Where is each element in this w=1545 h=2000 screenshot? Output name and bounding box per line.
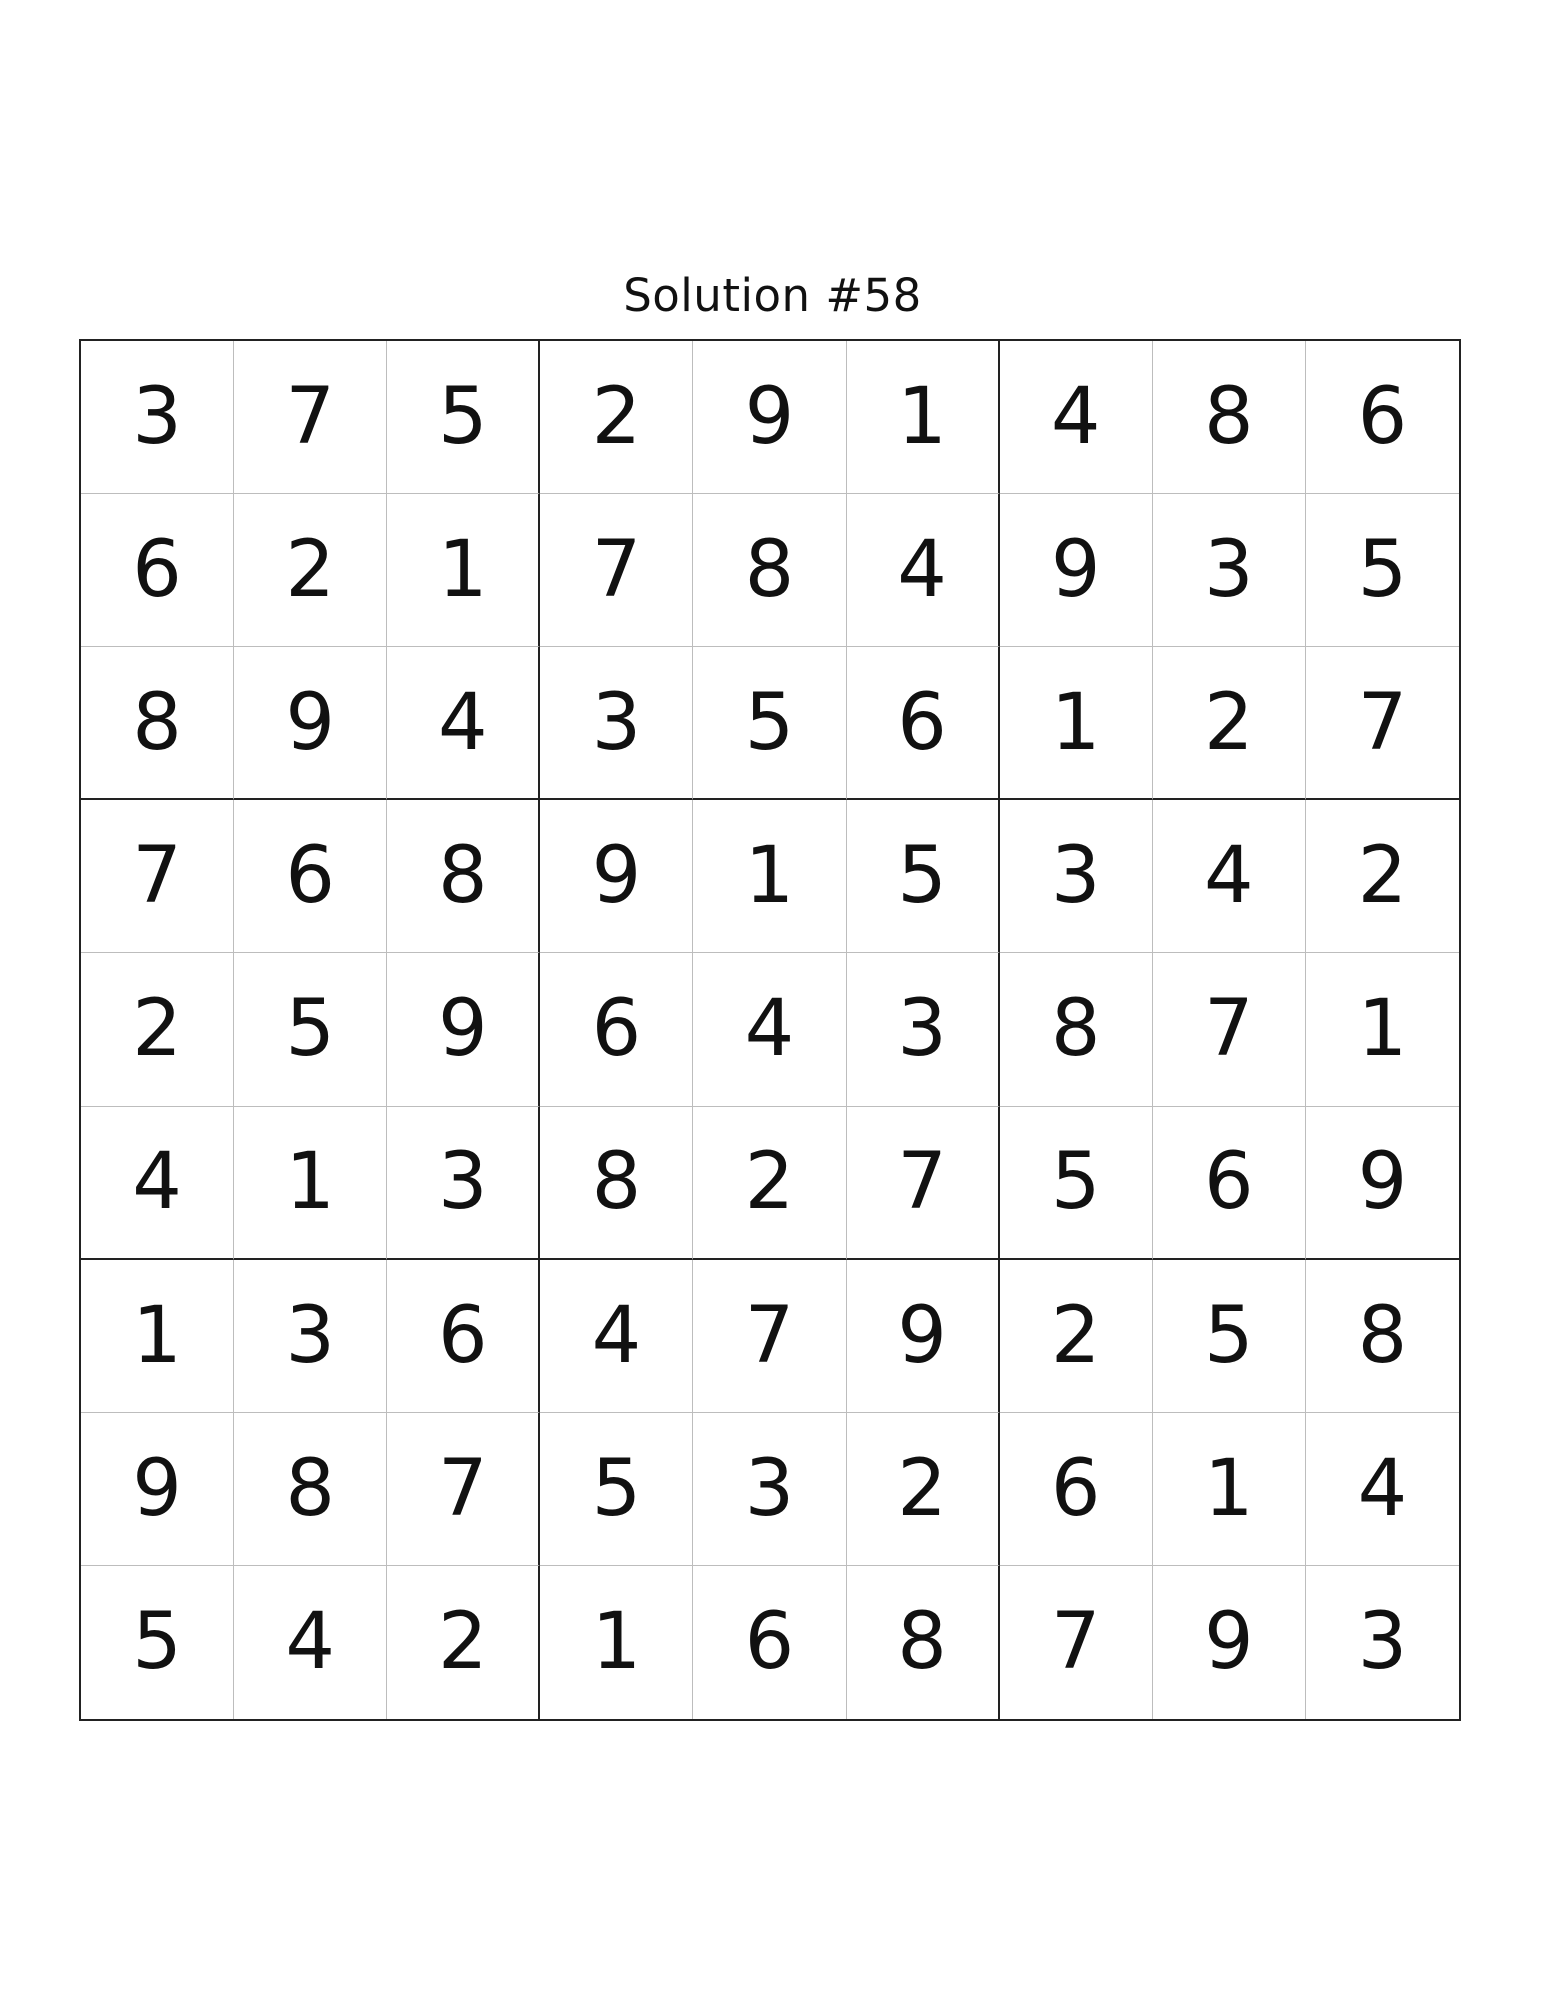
sudoku-cell: 2 xyxy=(387,1566,540,1719)
sudoku-cell: 7 xyxy=(540,494,693,647)
sudoku-cell: 6 xyxy=(847,647,1000,800)
sudoku-cell: 9 xyxy=(387,953,540,1106)
sudoku-cell: 3 xyxy=(81,341,234,494)
sudoku-cell: 6 xyxy=(540,953,693,1106)
sudoku-cell: 5 xyxy=(234,953,387,1106)
sudoku-cell: 3 xyxy=(693,1413,846,1566)
sudoku-cell: 3 xyxy=(234,1260,387,1413)
sudoku-cell: 2 xyxy=(540,341,693,494)
sudoku-cell: 4 xyxy=(693,953,846,1106)
sudoku-cell: 5 xyxy=(387,341,540,494)
sudoku-cell: 5 xyxy=(847,800,1000,953)
sudoku-cell: 8 xyxy=(81,647,234,800)
sudoku-cell: 7 xyxy=(1000,1566,1153,1719)
sudoku-cell: 1 xyxy=(540,1566,693,1719)
sudoku-cell: 6 xyxy=(1000,1413,1153,1566)
sudoku-cell: 6 xyxy=(1306,341,1459,494)
sudoku-cell: 2 xyxy=(234,494,387,647)
sudoku-grid xyxy=(79,339,1461,1721)
sudoku-cell: 2 xyxy=(81,953,234,1106)
sudoku-cell: 6 xyxy=(1153,1107,1306,1260)
sudoku-cell: 6 xyxy=(81,494,234,647)
sudoku-cell: 4 xyxy=(1306,1413,1459,1566)
sudoku-cell: 7 xyxy=(81,800,234,953)
sudoku-cell: 4 xyxy=(81,1107,234,1260)
sudoku-cell: 9 xyxy=(81,1413,234,1566)
sudoku-cell: 3 xyxy=(1153,494,1306,647)
sudoku-cell: 1 xyxy=(234,1107,387,1260)
sudoku-cell: 8 xyxy=(234,1413,387,1566)
sudoku-cell: 2 xyxy=(1306,800,1459,953)
sudoku-cell: 7 xyxy=(387,1413,540,1566)
sudoku-cell: 4 xyxy=(1153,800,1306,953)
sudoku-cell: 1 xyxy=(1000,647,1153,800)
sudoku-cell: 9 xyxy=(234,647,387,800)
sudoku-cell: 2 xyxy=(693,1107,846,1260)
sudoku-cell: 5 xyxy=(1153,1260,1306,1413)
sudoku-cell: 6 xyxy=(693,1566,846,1719)
sudoku-cell: 9 xyxy=(1000,494,1153,647)
sudoku-cell: 5 xyxy=(81,1566,234,1719)
sudoku-cell: 1 xyxy=(1153,1413,1306,1566)
sudoku-cell: 6 xyxy=(234,800,387,953)
sudoku-cell: 3 xyxy=(1357,1597,1408,1688)
sudoku-cell: 9 xyxy=(1306,1107,1459,1260)
sudoku-cell: 7 xyxy=(1153,953,1306,1106)
sudoku-cell: 9 xyxy=(540,800,693,953)
sudoku-cell: 8 xyxy=(847,1566,1000,1719)
sudoku-cell: 3 xyxy=(847,953,1000,1106)
sudoku-cell: 7 xyxy=(847,1107,1000,1260)
sudoku-cell: 3 xyxy=(1000,800,1153,953)
sudoku-cell: 5 xyxy=(693,647,846,800)
sudoku-cell: 4 xyxy=(540,1260,693,1413)
sudoku-cell: 7 xyxy=(234,341,387,494)
sudoku-cell: 2 xyxy=(847,1413,1000,1566)
sudoku-cell: 8 xyxy=(693,494,846,647)
sudoku-cell: 3 xyxy=(387,1107,540,1260)
sudoku-cell: 7 xyxy=(693,1260,846,1413)
sudoku-cell: 4 xyxy=(387,647,540,800)
sudoku-cell: 1 xyxy=(847,341,1000,494)
sudoku-cell: 8 xyxy=(1153,341,1306,494)
sudoku-cell: 9 xyxy=(693,341,846,494)
sudoku-cell: 6 xyxy=(387,1260,540,1413)
sudoku-cell: 8 xyxy=(387,800,540,953)
sudoku-cell: 8 xyxy=(540,1107,693,1260)
sudoku-cell: 4 xyxy=(1000,341,1153,494)
sudoku-cell: 1 xyxy=(81,1260,234,1413)
sudoku-cell: 7 xyxy=(1306,647,1459,800)
page-title: Solution #58 xyxy=(623,269,922,322)
sudoku-cell: 2 xyxy=(1000,1260,1153,1413)
sudoku-cell: 9 xyxy=(1153,1566,1306,1719)
sudoku-cell: 1 xyxy=(1306,953,1459,1106)
sudoku-cell: 4 xyxy=(847,494,1000,647)
sudoku-cell: 1 xyxy=(693,800,846,953)
sudoku-cell: 3 xyxy=(540,647,693,800)
sudoku-cell: 2 xyxy=(1153,647,1306,800)
sudoku-cell: 5 xyxy=(1306,494,1459,647)
sudoku-cell: 4 xyxy=(234,1566,387,1719)
sudoku-cell: 5 xyxy=(540,1413,693,1566)
sudoku-cell: 8 xyxy=(1000,953,1153,1106)
sudoku-cell: 1 xyxy=(387,494,540,647)
sudoku-cell: 5 xyxy=(1000,1107,1153,1260)
sudoku-cell: 9 xyxy=(847,1260,1000,1413)
sudoku-cell: 8 xyxy=(1306,1260,1459,1413)
